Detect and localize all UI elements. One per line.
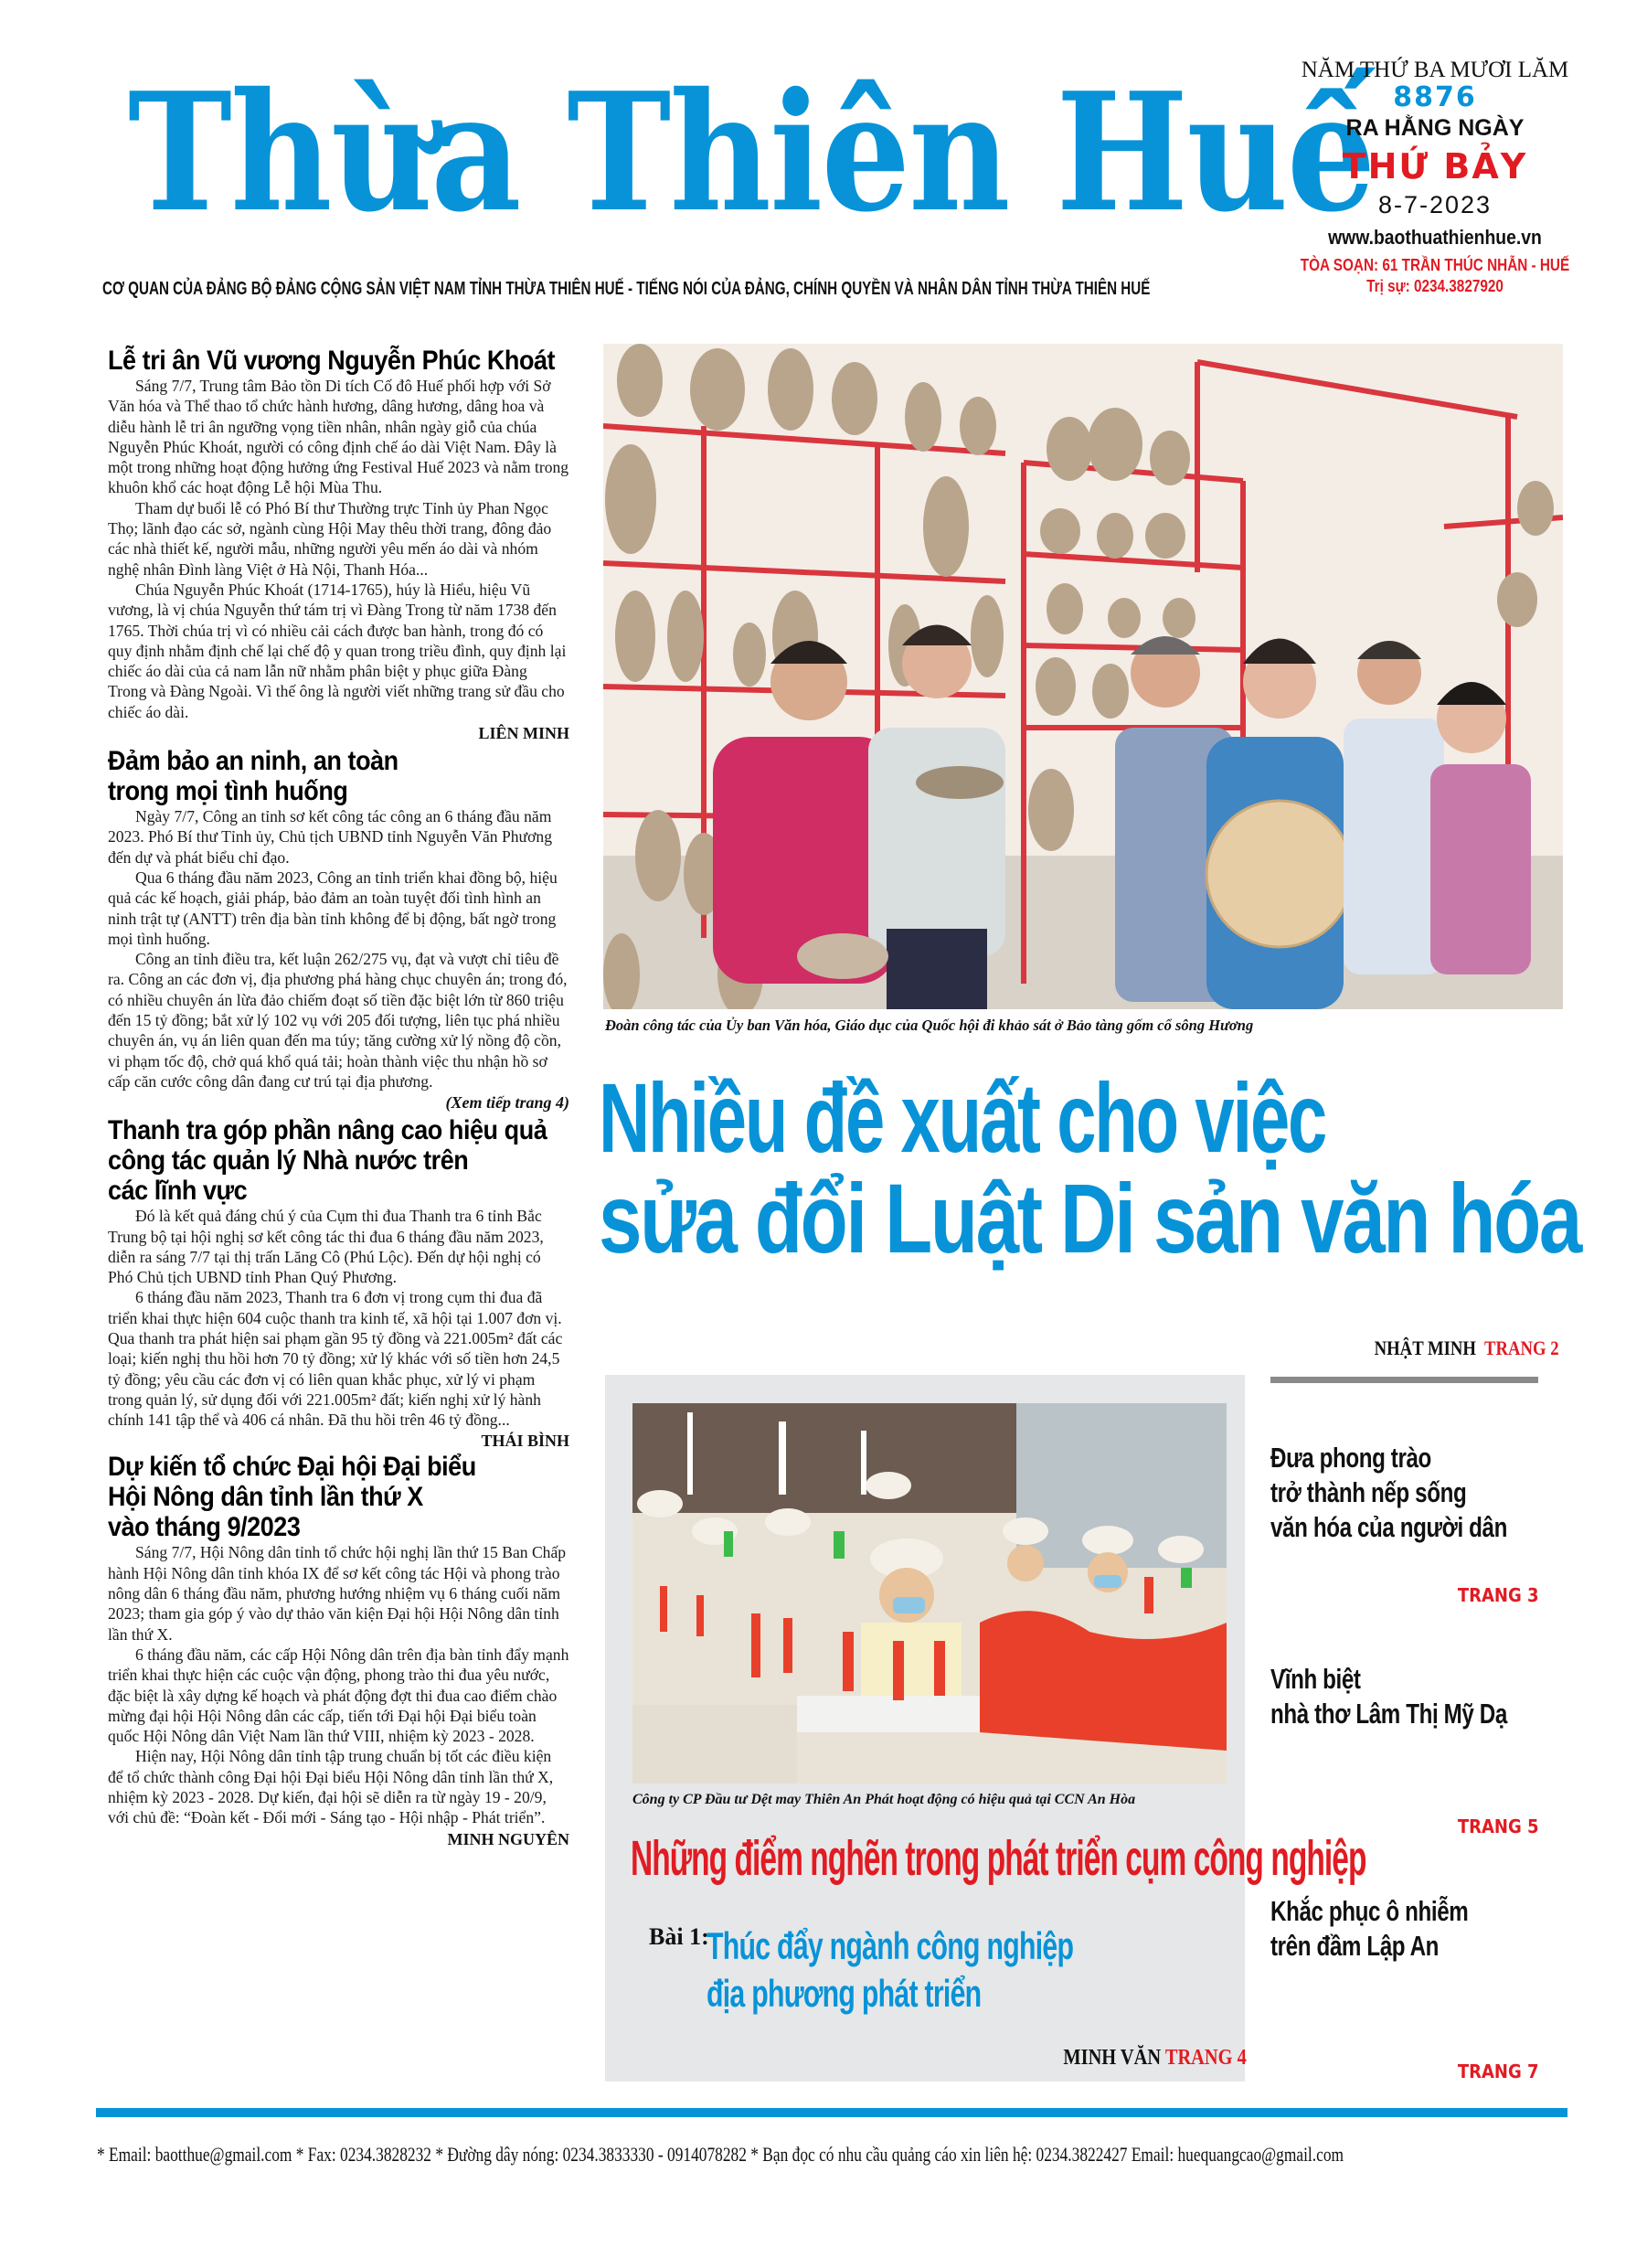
feature-headline[interactable]: Những điểm nghẽn trong phát triển cụm công nghiệp xyxy=(631,1831,1366,1886)
teaser-phong-trao[interactable] xyxy=(1270,1441,1507,1545)
teaser-vinh-biet[interactable] xyxy=(1270,1662,1507,1731)
issue-date: 8-7-2023 xyxy=(1377,191,1493,218)
article-byline: MINH NGUYÊN xyxy=(447,1829,569,1848)
lead-photo[interactable] xyxy=(603,344,1563,1009)
teaser-divider xyxy=(1270,1377,1538,1383)
paragraph: 6 tháng đầu năm, các cấp Hội Nông dân trên địa bàn tỉnh đẩy mạnh triển khai thực hiện các cuộc vận động, phong trào thi đua yêu nước, đặc biệt là xây dựng kế hoạch và phát động đợt thi đua cao điểm chào mừng đại hội Hội Nông dân các cấp, tiến tới Đại hội Đại biểu toàn quốc Hội Nông dân Việt Nam lần thứ VIII, nhiệm kỳ 2023 - 2028. xyxy=(108,1645,569,1746)
article-body xyxy=(108,376,569,722)
article-hoi-nong-dan xyxy=(108,1452,569,1849)
museum-scene-illustration xyxy=(603,344,1563,1009)
feature-subhead-line1: Thúc đẩy ngành công nghiệp xyxy=(707,1924,1074,1967)
article-body xyxy=(108,806,569,1091)
feature-photo-caption: Công ty CP Đầu tư Dệt may Thiên An Phát hoạt động có hiệu quả tại CCN An Hòa xyxy=(632,1792,1136,1807)
issue-year-label: NĂM THỨ BA MƯƠI LĂM xyxy=(1301,58,1569,82)
paragraph: Tham dự buổi lễ có Phó Bí thư Thường trực Tỉnh ủy Phan Ngọc Thọ; lãnh đạo các sở, ngành cùng Hội May thêu thời trang, đông đảo các nhà thiết kế, người mẫu, những người yêu mến áo dài và nhóm nghệ nhân Đình làng Việt ở Hà Nội, Thanh Hóa... xyxy=(108,498,552,579)
feature-subhead-line2: địa phương phát triển xyxy=(707,1972,982,2015)
teaser-page-link[interactable]: TRANG 3 xyxy=(1458,1584,1539,1606)
article-byline: LIÊN MINH xyxy=(478,724,569,743)
lead-headline[interactable] xyxy=(599,1062,1581,1273)
paragraph: Sáng 7/7, Trung tâm Bảo tồn Di tích Cố đô Huế phối hợp với Sở Văn hóa và Thể thao tổ chức hành hương, dâng hương, dâng hoa và diễu hành lễ tri ân ngưỡng vọng tiền nhân, nhân ngày giỗ của chúa Nguyễn Phúc Khoát, người có công định chế áo dài Việt Nam. Đây là một trong những hoạt động hưởng ứng Festival Huế 2023 và nằm trong khuôn khổ các hoạt động Lễ hội Mùa Thu. xyxy=(108,377,569,497)
lead-author: NHẬT MINH xyxy=(1375,1336,1477,1359)
office-address: TÒA SOẠN: 61 TRẦN THÚC NHẪN - HUẾ xyxy=(1300,256,1570,274)
teaser-line: Vĩnh biệt xyxy=(1270,1663,1361,1695)
left-column xyxy=(108,346,569,1850)
issue-info xyxy=(1261,57,1609,296)
teaser-line: nhà thơ Lâm Thị Mỹ Dạ xyxy=(1270,1698,1507,1730)
article-headline-line[interactable]: Dự kiến tổ chức Đại hội Đại biểu xyxy=(108,1452,476,1483)
paragraph: Chúa Nguyễn Phúc Khoát (1714-1765), húy là Hiểu, hiệu Vũ vương, là vị chúa Nguyễn thứ tám trị vì Đàng Trong từ năm 1738 đến 1765. Thời chúa trị vì có nhiều cải cách được ban hành, trong đó có quy định nhằm định chế lại chế độ y quan trong triều đình, quy định lại chiếc áo dài của cả nam lẫn nữ nhằm phân biệt y phục giữa Đàng Trong và Đàng Ngoài. Vì thế ông là người viết những trang sử đầu cho chiếc áo dài. xyxy=(108,580,567,721)
issue-frequency: RA HẰNG NGÀY xyxy=(1345,115,1525,141)
lead-headline-line2: sửa đổi Luật Di sản văn hóa xyxy=(599,1163,1581,1273)
feature-author: MINH VĂN xyxy=(1063,2046,1162,2070)
lead-headline-line1: Nhiều đề xuất cho việc xyxy=(599,1062,1326,1173)
article-headline-line[interactable]: trong mọi tình huống xyxy=(108,776,348,807)
teaser-page-link[interactable]: TRANG 7 xyxy=(1458,2060,1539,2082)
teaser-line: trở thành nếp sống xyxy=(1270,1476,1467,1508)
article-headline-line[interactable]: vào tháng 9/2023 xyxy=(108,1512,301,1543)
paragraph: Hiện nay, Hội Nông dân tỉnh tập trung chuẩn bị tốt các điều kiện để tổ chức thành công Đại hội Đại biểu Hội Nông dân tỉnh lần thứ X, nhiệm kỳ 2023 - 2028. Dự kiến, đại hội sẽ diễn ra từ ngày 19 - 20/9, với chủ đề: “Đoàn kết - Đổi mới - Sáng tạo - Hội nhập - Phát triển”. xyxy=(108,1747,554,1827)
issue-number: 8876 xyxy=(1393,81,1477,113)
paragraph: Ngày 7/7, Công an tỉnh sơ kết công tác công an 6 tháng đầu năm 2023. Phó Bí thư Tỉnh ủy, Chủ tịch UBND tỉnh Nguyễn Văn Phương đến dự và phát biểu chỉ đạo. xyxy=(108,807,552,867)
article-headline-line[interactable]: Đảm bảo an ninh, an toàn xyxy=(108,746,398,777)
article-headline-line[interactable]: các lĩnh vực xyxy=(108,1176,248,1207)
article-headline-line[interactable]: Hội Nông dân tỉnh lần thứ X xyxy=(108,1482,423,1513)
teaser-line: trên đầm Lập An xyxy=(1270,1930,1440,1962)
paragraph: Qua 6 tháng đầu năm 2023, Công an tỉnh triển khai đồng bộ, hiệu quả các kế hoạch, giải pháp, bảo đảm an toàn tuyệt đối tình hình an ninh trật tự (ANTT) trên địa bàn tỉnh không để bị động, bất ngờ trong mọi tình huống. xyxy=(108,868,558,948)
feature-byline xyxy=(1064,2046,1247,2071)
article-thanh-tra xyxy=(108,1115,569,1452)
article-nguyen-phuc-khoat xyxy=(108,346,569,744)
article-body xyxy=(108,1206,569,1430)
feature-page-link[interactable]: TRANG 4 xyxy=(1165,2046,1247,2070)
paragraph: Đó là kết quả đáng chú ý của Cụm thi đua Thanh tra 6 tỉnh Bắc Trung bộ tại hội nghị sơ kết công tác thi đua 6 tháng đầu năm 2023, diễn ra sáng 7/7 tại thị trấn Lăng Cô (Phú Lộc). Đến dự hội nghị có Phó Chủ tịch UBND tỉnh Phan Quý Phương. xyxy=(108,1207,544,1287)
masthead-tagline: CƠ QUAN CỦA ĐẢNG BỘ ĐẢNG CỘNG SẢN VIỆT NAM TỈNH THỪA THIÊN HUẾ - TIẾNG NÓI CỦA ĐẢNG, CHÍNH QUYỀN VÀ NHÂN DÂN TỈNH THỪA THIÊN HUẾ xyxy=(102,279,1151,299)
continued-link[interactable]: (Xem tiếp trang 4) xyxy=(445,1093,569,1113)
article-body xyxy=(108,1542,569,1827)
factory-scene-illustration xyxy=(632,1403,1227,1784)
article-byline: THÁI BÌNH xyxy=(481,1432,569,1451)
article-headline-line[interactable]: Thanh tra góp phần nâng cao hiệu quả xyxy=(108,1115,547,1146)
paragraph: Sáng 7/7, Hội Nông dân tỉnh tổ chức hội nghị lần thứ 15 Ban Chấp hành Hội Nông dân tỉnh khóa IX để sơ kết công tác Hội và phong trào nông dân 6 tháng đầu năm, phương hướng nhiệm vụ 6 tháng cuối năm 2023; tham gia góp ý vào dự thảo văn kiện Đại hội Hội Nông dân tỉnh lần thứ X. xyxy=(108,1543,567,1644)
teaser-line: Đưa phong trào xyxy=(1270,1442,1431,1474)
article-an-ninh xyxy=(108,746,569,1113)
teaser-page-link[interactable]: TRANG 5 xyxy=(1458,1815,1539,1837)
footer-divider xyxy=(96,2108,1567,2117)
newspaper-title: Thừa Thiên Huế xyxy=(128,57,1375,248)
office-phone: Trị sự: 0234.3827920 xyxy=(1366,277,1504,295)
paragraph: Công an tỉnh điều tra, kết luận 262/275 vụ, đạt và vượt chỉ tiêu đề ra. Công an các đơn vị, địa phương phá hàng chục chuyên án; trong đó, có nhiều chuyên án lừa đảo chiếm đoạt số tiền đặc biệt lớn từ 860 triệu đến 15 tỷ đồng; bắt xử lý 102 vụ với 205 đối tượng, liên tục phá nhiều chuyên án, vụ án liên quan đến ma túy; tăng cường xử lý nồng độ cồn, vi phạm tốc độ, chở quá khổ quá tải; hoàn thành việc thu nhận hồ sơ cấp căn cước công dân đang cư trú tại địa phương. xyxy=(108,950,568,1091)
feature-part-label: Bài 1: xyxy=(649,1923,709,1950)
lead-page-link[interactable]: TRANG 2 xyxy=(1484,1336,1559,1359)
teaser-line: văn hóa của người dân xyxy=(1270,1511,1507,1543)
feature-subhead[interactable] xyxy=(707,1922,1073,2018)
paragraph: 6 tháng đầu năm 2023, Thanh tra 6 đơn vị trong cụm thi đua đã triển khai thực hiện 604 cuộc thanh tra kinh tế, xã hội tại 1.007 đơn vị. Qua thanh tra phát hiện sai phạm gần 95 tỷ đồng và 221.005m² đất các loại; kiến nghị thu hồi hơn 70 tỷ đồng; xử lý khác với số tiền hơn 24,5 tỷ đồng; yêu cầu các đơn vị có liên quan khắc phục, xử lý vi phạm trong quản lý, sử dụng đối với 221.005m² đất; kiến nghị xử lý hành chính 141 tập thể và 406 cá nhân. Đã thu hồi trên 46 tỷ đồng... xyxy=(108,1288,563,1430)
article-headline[interactable]: Lễ tri ân Vũ vương Nguyễn Phúc Khoát xyxy=(108,346,556,376)
article-headline-line[interactable]: công tác quản lý Nhà nước trên xyxy=(108,1145,469,1177)
feature-photo[interactable] xyxy=(632,1403,1227,1784)
teaser-line: Khắc phục ô nhiễm xyxy=(1270,1895,1469,1927)
lead-byline xyxy=(1375,1336,1559,1360)
website-link[interactable]: www.baothuathienhue.vn xyxy=(1328,226,1542,249)
teaser-lap-an[interactable] xyxy=(1270,1894,1468,1964)
lead-photo-caption: Đoàn công tác của Ủy ban Văn hóa, Giáo dục của Quốc hội đi khảo sát ở Bảo tàng gốm cổ sông Hương xyxy=(605,1017,1254,1034)
footer-contact: * Email: baotthue@gmail.com * Fax: 0234.3828232 * Đường dây nóng: 0234.3833330 - 0914078282 * Bạn đọc có nhu cầu quảng cáo xin liên hệ: 0234.3822427 Email: huequangcao@gmail.com xyxy=(97,2143,1344,2166)
issue-weekday: THỨ BẢY xyxy=(1342,146,1528,186)
